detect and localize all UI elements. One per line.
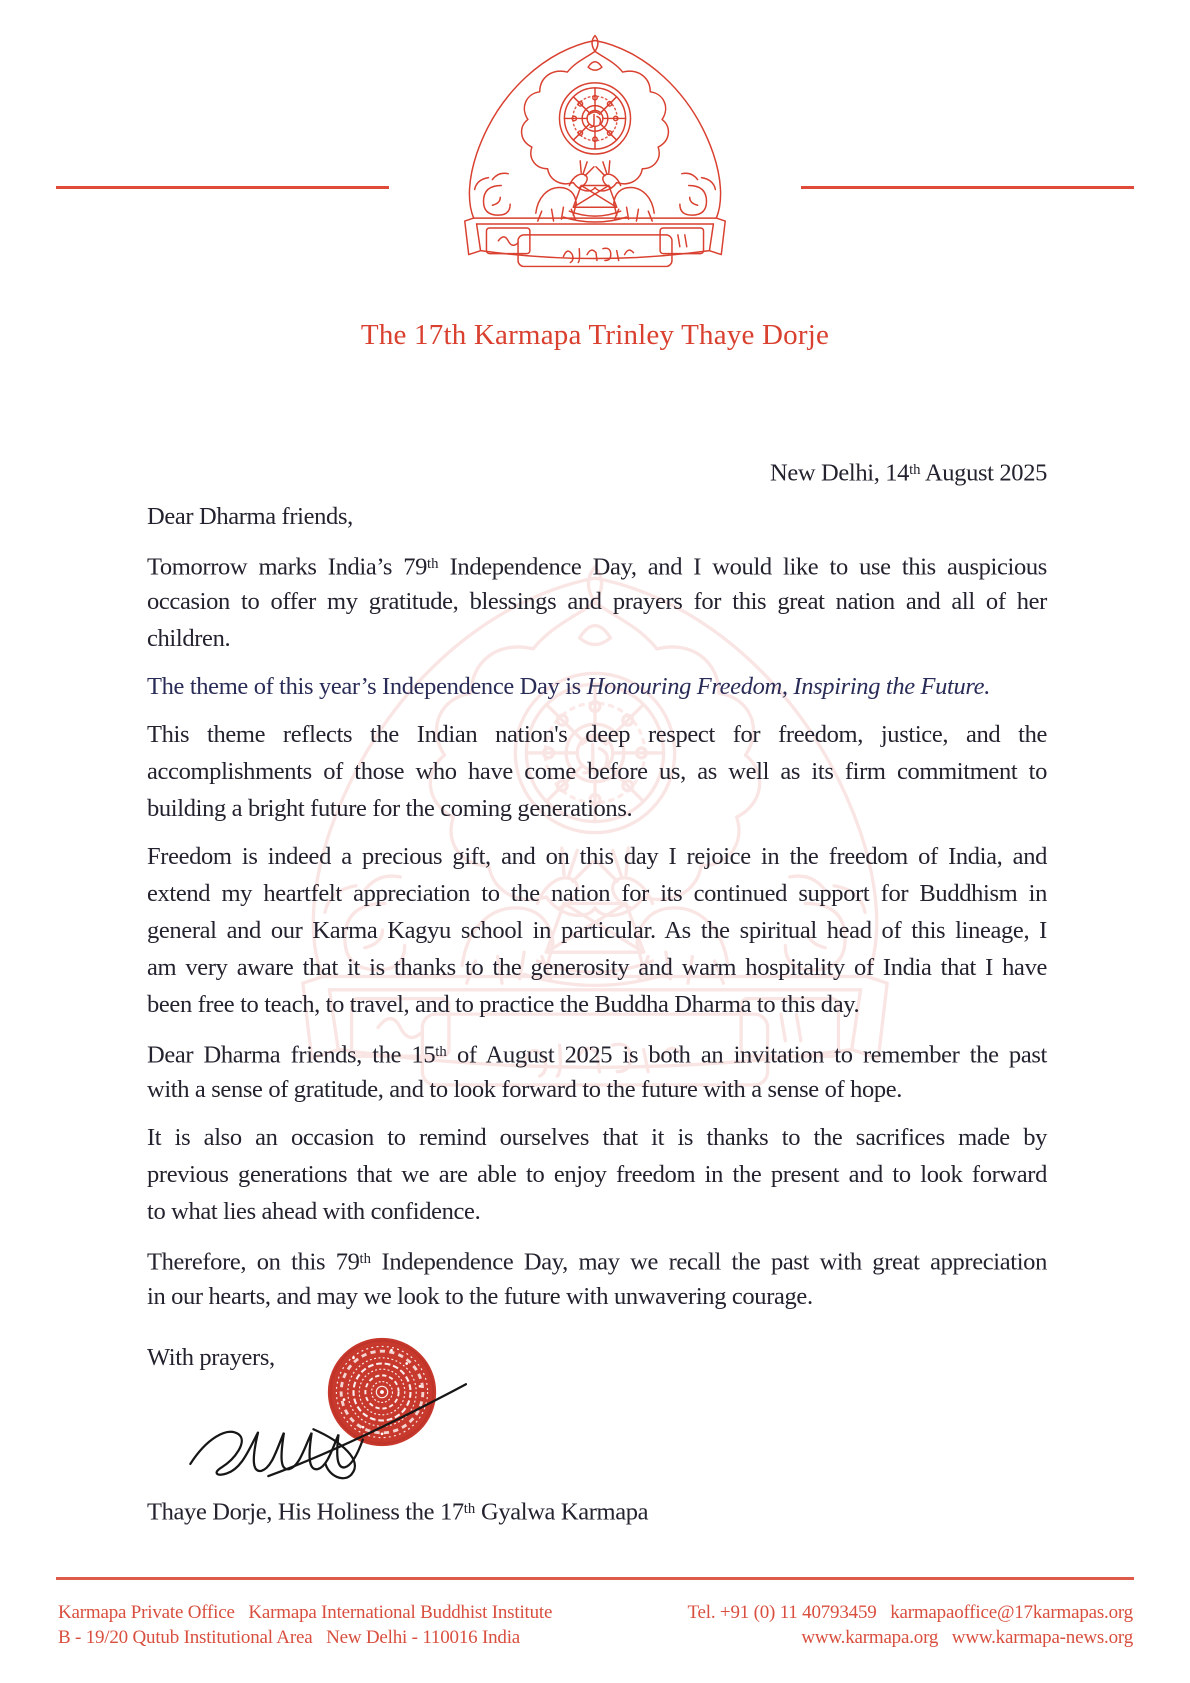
letter-line: Dear Dharma friends, the 15th of August 2025 is both an invitation to remember the past [147, 1041, 1047, 1069]
letter-line: general and our Karma Kagyu school in particular. As the spiritual head of this lineage, I [147, 917, 1047, 944]
paragraph [147, 838, 1047, 1023]
footer-office-line: Karmapa Private Office Karmapa International Buddhist Institute [58, 1602, 553, 1623]
letter-body [147, 452, 1047, 1528]
letter-line: been free to teach, to travel, and to practice the Buddha Dharma to this day. [147, 991, 860, 1018]
letter-line: building a bright future for the coming generations. [147, 795, 633, 822]
letter-line: It is also an occasion to remind ourselves that it is thanks to the sacrifices made by [147, 1124, 1047, 1151]
signature-block [147, 1339, 1047, 1491]
footer-rule [56, 1577, 1134, 1580]
closing: With prayers, [147, 1344, 275, 1371]
paragraph [147, 1119, 1047, 1230]
signature-name: Thaye Dorje, His Holiness the 17th Gyalwa Karmapa [147, 1498, 649, 1526]
footer-websites-line: www.karmapa.org www.karmapa-news.org [801, 1627, 1133, 1648]
letter-line: Tomorrow marks India’s 79th Independence Day, and I would like to use this auspicious [147, 553, 1047, 581]
dateline: New Delhi, 14th August 2025 [770, 459, 1047, 487]
letter-line: with a sense of gratitude, and to look forward to the future with a sense of hope. [147, 1076, 903, 1103]
footer-address-line: B - 19/20 Qutub Institutional Area New Delhi - 110016 India [58, 1627, 521, 1648]
letterhead-title: The 17th Karmapa Trinley Thaye Dorje [360, 319, 830, 351]
letter-line: am very aware that it is thanks to the generosity and warm hospitality of India that I have [147, 954, 1047, 981]
paragraph [147, 1241, 1047, 1315]
paragraph [147, 1034, 1047, 1108]
footer [58, 1600, 1133, 1650]
letter-line: children. [147, 625, 231, 652]
footer-address [58, 1600, 552, 1650]
paragraph-theme [147, 668, 1047, 705]
letter-line: previous generations that we are able to enjoy freedom in the present and to look forward [147, 1161, 1047, 1188]
letter-line: The theme of this year’s Independence Day is Honouring Freedom, Inspiring the Future. [147, 673, 990, 700]
letter-line: extend my heartfelt appreciation to the nation for its continued support for Buddhism in [147, 880, 1047, 907]
letter-line: Freedom is indeed a precious gift, and on this day I rejoice in the freedom of India, and [147, 843, 1047, 870]
header-rule-left [56, 186, 389, 189]
paragraph [147, 716, 1047, 827]
letter-line: occasion to offer my gratitude, blessings and prayers for this great nation and all of her [147, 588, 1047, 615]
salutation: Dear Dharma friends, [147, 503, 353, 530]
footer-contact [687, 1600, 1133, 1650]
letter-line: in our hearts, and may we look to the future with unwavering courage. [147, 1283, 813, 1310]
letter-line: accomplishments of those who have come before us, as well as its firm commitment to [147, 758, 1047, 785]
letter-line: to what lies ahead with confidence. [147, 1198, 481, 1225]
letter-line: This theme reflects the Indian nation's deep respect for freedom, justice, and the [147, 721, 1047, 748]
footer-phone-email-line: Tel. +91 (0) 11 40793459 karmapaoffice@17karmapas.org [687, 1602, 1133, 1623]
paragraph [147, 546, 1047, 657]
karmapa-crest-icon [447, 26, 743, 276]
header-rule-right [801, 186, 1134, 189]
handwritten-signature-icon [163, 1379, 495, 1483]
letter-line: Therefore, on this 79th Independence Day, may we recall the past with great appreciation [147, 1248, 1047, 1276]
